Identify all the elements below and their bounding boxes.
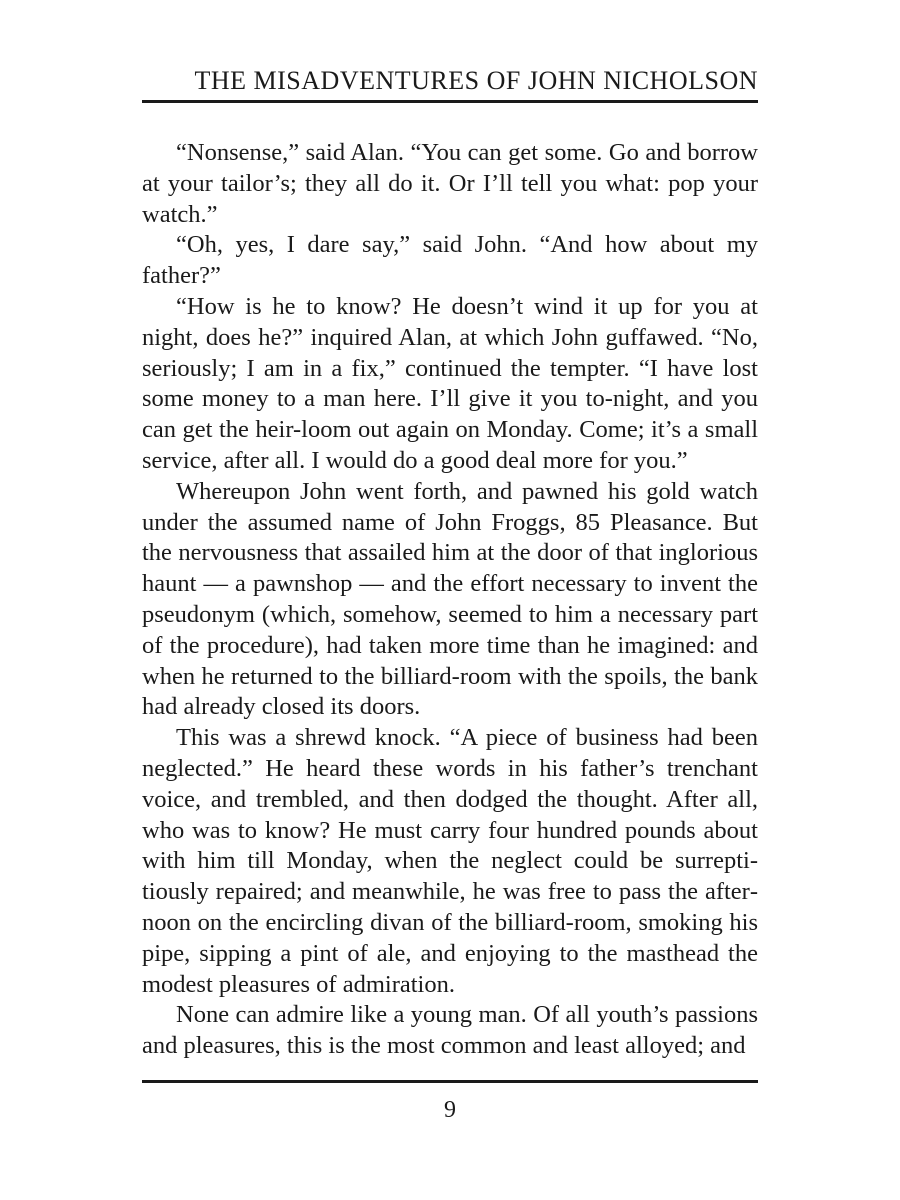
running-header-title: THE MISADVENTURES OF JOHN NICHOLSON — [194, 66, 758, 95]
paragraph: This was a shrewd knock. “A piece of business had been neglected.” He heard these words in his father’s trenchant voice, and trembled, and then dodged the thought. After all, who was to know? He must carry four hundred pounds about with him till Monday, when the neglect could be surreptitiously repaired; and meanwhile, he was free to pass the afternoon on the encircling divan of the billiard-room, smoking his pipe, sipping a pint of ale, and enjoying to the masthead the modest pleasures of admiration. — [142, 724, 758, 998]
paragraph: “Oh, yes, I dare say,” said John. “And how about my father?” — [142, 231, 758, 290]
header-rule — [142, 100, 758, 103]
page-number: 9 — [444, 1097, 456, 1123]
paragraph: “Nonsense,” said Alan. “You can get some. Go and borrow at your tailor’s; they all do it. Or I’ll tell you what: pop your watch.” — [142, 139, 758, 228]
paragraph: Whereupon John went forth, and pawned his gold watch under the assumed name of John Froggs, 85 Pleasance. But the nervousness that assailed him at the door of that inglorious haunt — a pawnshop — and the effort necessary to invent the pseudonym (which, somehow, seemed to him a necessary part of the procedure), had taken more time than he imagined: and when he returned to the billiard-room with the spoils, the bank had already closed its doors. — [142, 477, 758, 721]
paragraph: “How is he to know? He doesn’t wind it up for you at night, does he?” inquired Alan, at which John guffawed. “No, seriously; I am in a fix,” continued the tempter. “I have lost some money to a man here. I’ll give it you to-night, and you can get the heir-loom out again on Monday. Come; it’s a small service, after all. I would do a good deal more for you.” — [142, 292, 758, 474]
paragraph: None can admire like a young man. Of all youth’s passions and pleasures, this is the most common and least alloyed; and — [142, 1001, 758, 1060]
body-text — [142, 138, 758, 1062]
footer-rule — [142, 1080, 758, 1083]
